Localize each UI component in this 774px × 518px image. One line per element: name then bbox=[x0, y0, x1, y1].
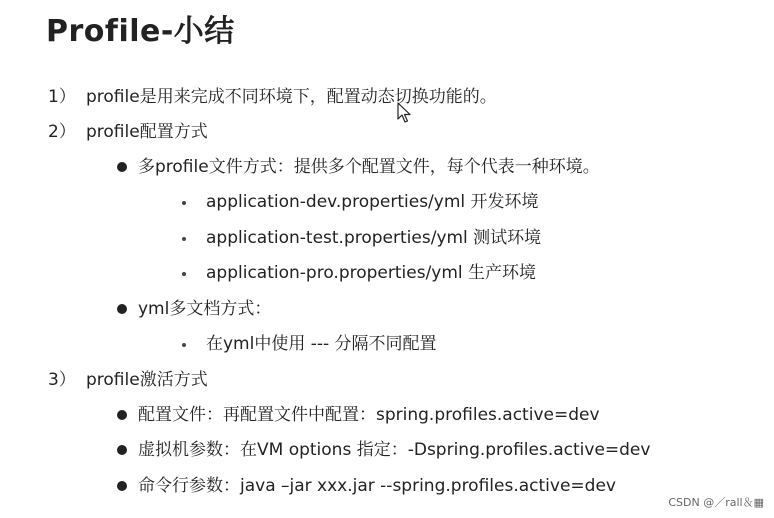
list-item-1 bbox=[48, 86, 497, 108]
config-way-2: yml多文档方式： bbox=[138, 299, 272, 319]
bullet-dot-icon bbox=[117, 481, 127, 491]
watermark: CSDN @／rall＆▦ bbox=[668, 496, 764, 509]
config-sub-test: application-test.properties/yml 测试环境 bbox=[206, 228, 542, 248]
list-text: profile是用来完成不同环境下，配置动态切换功能的。 bbox=[86, 87, 497, 107]
bullet-dot-icon bbox=[117, 410, 127, 420]
page-title: Profile-小结 bbox=[46, 14, 235, 49]
config-sub-pro: application-pro.properties/yml 生产环境 bbox=[206, 263, 537, 283]
bullet-dot-icon bbox=[117, 162, 127, 172]
list-text: profile配置方式 bbox=[86, 122, 208, 142]
list-text: profile激活方式 bbox=[86, 370, 208, 390]
list-number: 1） bbox=[48, 87, 76, 107]
mouse-cursor-icon bbox=[397, 102, 411, 124]
bullet-small-icon bbox=[182, 272, 186, 276]
list-number: 2） bbox=[48, 122, 76, 142]
activation-vm-options: 虚拟机参数：在VM options 指定：-Dspring.profiles.active=dev bbox=[138, 440, 651, 460]
bullet-small-icon bbox=[182, 201, 186, 205]
config-sub-yml: 在yml中使用 --- 分隔不同配置 bbox=[206, 334, 437, 354]
config-sub-dev: application-dev.properties/yml 开发环境 bbox=[206, 192, 539, 212]
activation-command-line: 命令行参数：java –jar xxx.jar --spring.profiles.active=dev bbox=[138, 476, 616, 496]
activation-config-file: 配置文件：再配置文件中配置：spring.profiles.active=dev bbox=[138, 405, 600, 425]
list-item-3 bbox=[48, 369, 208, 391]
bullet-small-icon bbox=[182, 237, 186, 241]
list-number: 3） bbox=[48, 370, 76, 390]
bullet-small-icon bbox=[182, 343, 186, 347]
bullet-dot-icon bbox=[117, 445, 127, 455]
list-item-2 bbox=[48, 121, 208, 143]
config-way-1: 多profile文件方式：提供多个配置文件，每个代表一种环境。 bbox=[138, 157, 600, 177]
bullet-dot-icon bbox=[117, 304, 127, 314]
